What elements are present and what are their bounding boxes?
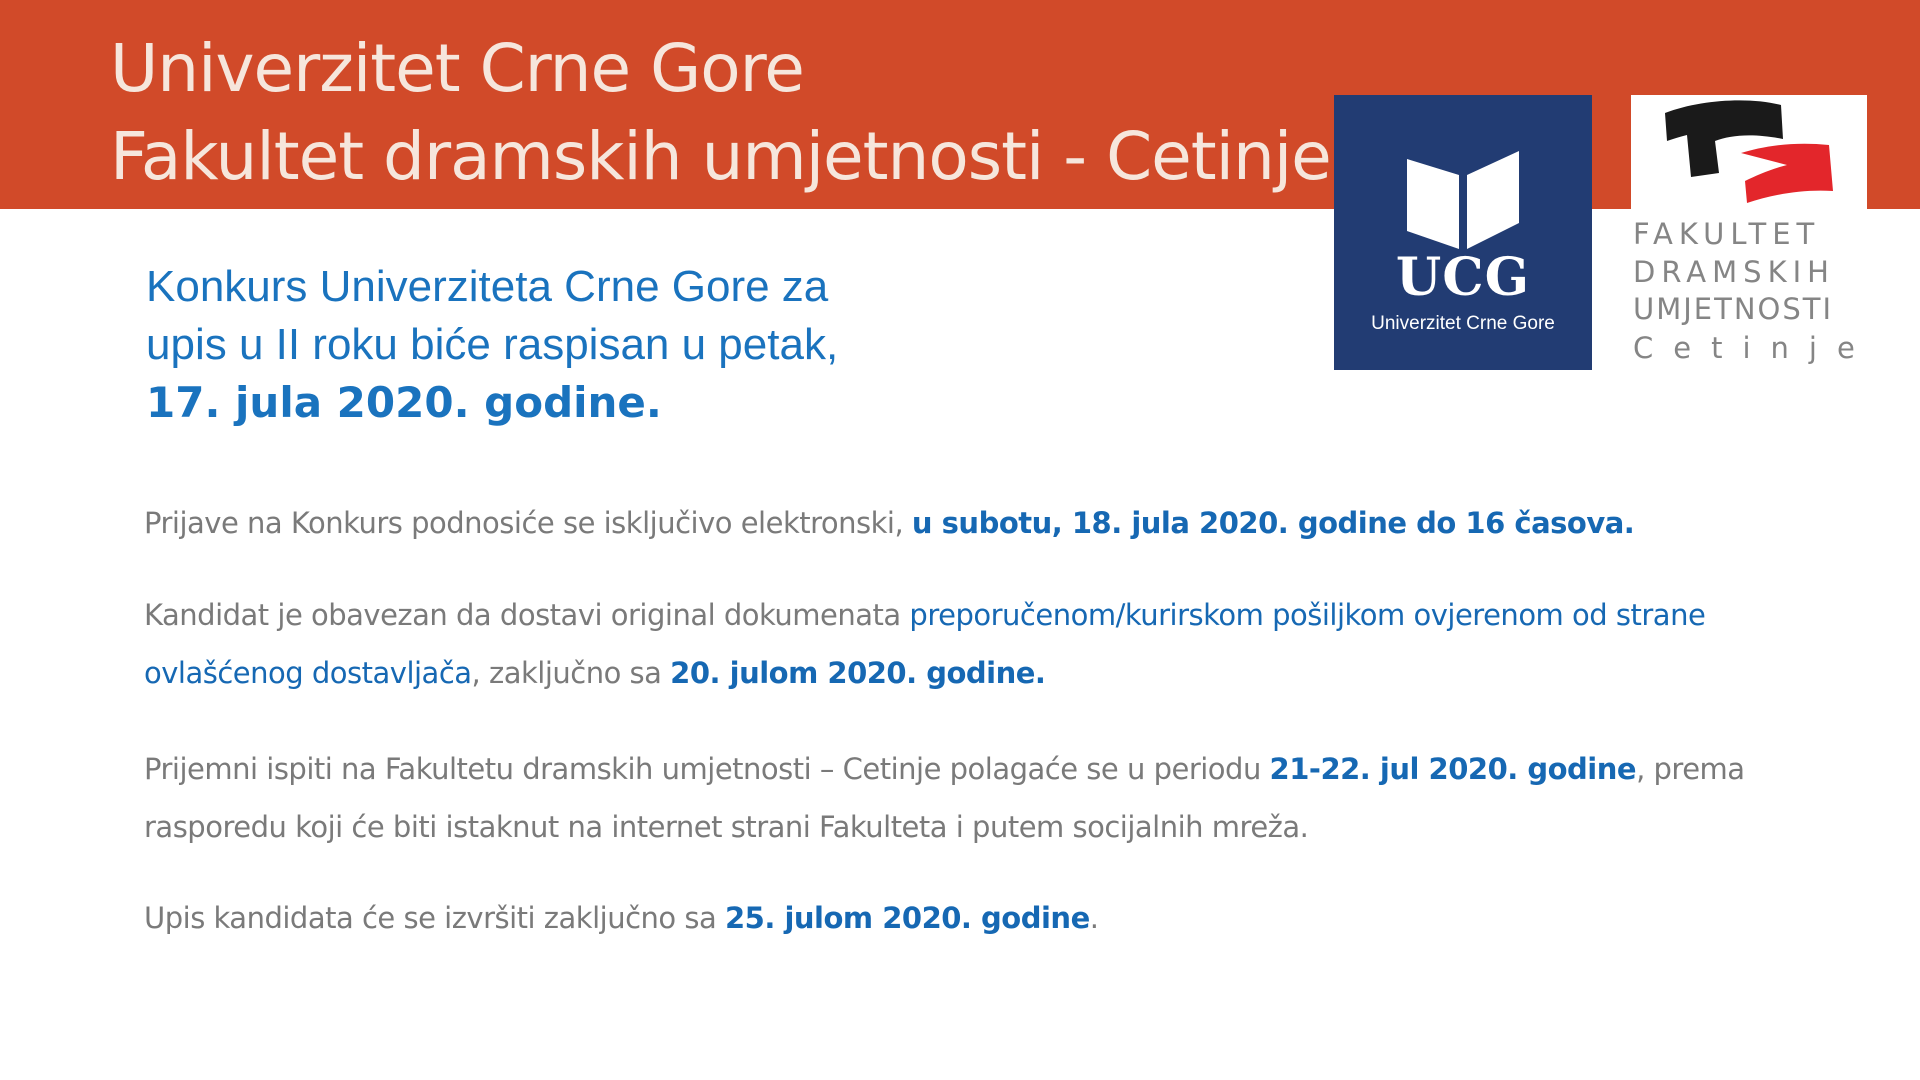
fdu-logo <box>1631 95 1875 397</box>
announcement-headline <box>146 258 946 432</box>
fdu-word-1: FAKULTET <box>1633 217 1821 251</box>
paragraph-exams <box>144 740 1764 856</box>
open-book-icon <box>1403 145 1523 253</box>
paragraph-highlight: preporučenom/kurirskom pošiljkom ovjerenom od strane ovlašćenog dostavljača <box>144 598 1706 690</box>
fdu-word-3: UMJETNOSTI <box>1633 292 1834 326</box>
paragraph-text-2: , zaključno sa <box>471 656 671 690</box>
fdu-emblem-icon <box>1661 95 1841 207</box>
paragraph-text: Prijave na Konkurs podnosiće se isključivo elektronski, <box>144 506 912 540</box>
paragraph-application <box>144 494 1764 552</box>
faculty-title: Fakultet dramskih umjetnosti - Cetinje <box>110 118 1331 195</box>
paragraph-text: Prijemni ispiti na Fakultetu dramskih umjetnosti – Cetinje polagaće se u periodu <box>144 752 1270 786</box>
paragraph-text-2: . <box>1089 901 1099 935</box>
fdu-word-2: DRAMSKIH <box>1633 255 1835 289</box>
paragraph-emphasis: 21-22. jul 2020. godine <box>1269 752 1637 786</box>
paragraph-text: Kandidat je obavezan da dostavi original dokumenata <box>144 598 910 632</box>
university-title: Univerzitet Crne Gore <box>110 30 804 107</box>
paragraph-documents <box>144 586 1764 702</box>
ucg-logo <box>1334 95 1592 370</box>
ucg-name: Univerzitet Crne Gore <box>1371 313 1555 334</box>
paragraph-emphasis: 20. julom 2020. godine. <box>670 656 1046 690</box>
headline-line-2: upis u II roku biće raspisan u petak, <box>146 320 839 369</box>
headline-date: 17. jula 2020. godine. <box>146 378 662 427</box>
fdu-word-4: Cetinje <box>1633 331 1875 365</box>
paragraph-text: Upis kandidata će se izvršiti zaključno sa <box>144 901 725 935</box>
paragraph-emphasis: 25. julom 2020. godine <box>724 901 1090 935</box>
ucg-abbreviation: UCG <box>1395 247 1531 308</box>
paragraph-enrollment <box>144 889 1764 947</box>
paragraph-text-2: , prema rasporedu koji će biti istaknut na internet strani Fakulteta i putem socijalnih mreža. <box>144 752 1745 844</box>
paragraph-emphasis: u subotu, 18. jula 2020. godine do 16 časova. <box>911 506 1635 540</box>
headline-line-1: Konkurs Univerziteta Crne Gore za <box>146 262 829 311</box>
